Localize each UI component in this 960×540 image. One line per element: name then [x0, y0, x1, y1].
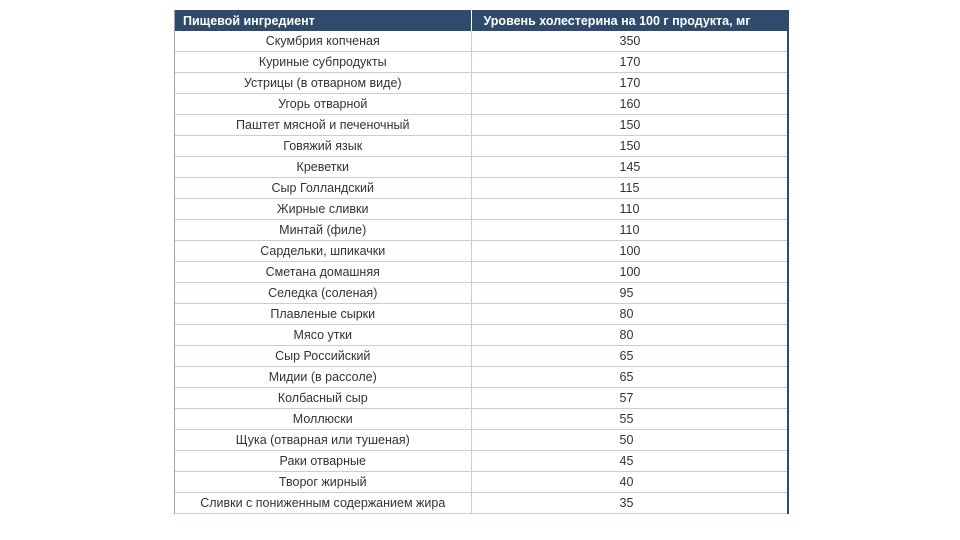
ingredient-cell: Плавленые сырки [175, 304, 471, 325]
cholesterol-cell: 100 [471, 262, 787, 283]
cholesterol-cell: 80 [471, 325, 787, 346]
cholesterol-cell: 170 [471, 73, 787, 94]
ingredient-cell: Мясо утки [175, 325, 471, 346]
ingredient-cell: Сливки с пониженным содержанием жира [175, 493, 471, 514]
table-row [175, 367, 787, 388]
cholesterol-cell: 65 [471, 367, 787, 388]
ingredient-cell: Мидии (в рассоле) [175, 367, 471, 388]
cholesterol-cell: 150 [471, 115, 787, 136]
ingredient-cell: Куриные субпродукты [175, 52, 471, 73]
table-row [175, 262, 787, 283]
table-row [175, 157, 787, 178]
cholesterol-cell: 115 [471, 178, 787, 199]
table-header-row [175, 10, 787, 31]
table-row [175, 472, 787, 493]
ingredient-cell: Скумбрия копченая [175, 31, 471, 52]
cholesterol-cell: 65 [471, 346, 787, 367]
table-row [175, 241, 787, 262]
ingredient-cell: Минтай (филе) [175, 220, 471, 241]
cholesterol-table [175, 10, 787, 514]
cholesterol-table-container [174, 10, 789, 514]
cholesterol-cell: 50 [471, 430, 787, 451]
ingredient-cell: Креветки [175, 157, 471, 178]
table-row [175, 220, 787, 241]
table-row [175, 493, 787, 514]
table-row [175, 325, 787, 346]
ingredient-cell: Моллюски [175, 409, 471, 430]
ingredient-cell: Паштет мясной и печеночный [175, 115, 471, 136]
cholesterol-cell: 57 [471, 388, 787, 409]
ingredient-cell: Угорь отварной [175, 94, 471, 115]
ingredient-cell: Сыр Голландский [175, 178, 471, 199]
ingredient-cell: Щука (отварная или тушеная) [175, 430, 471, 451]
table-row [175, 430, 787, 451]
ingredient-cell: Раки отварные [175, 451, 471, 472]
cholesterol-cell: 145 [471, 157, 787, 178]
cholesterol-cell: 110 [471, 220, 787, 241]
ingredient-cell: Говяжий язык [175, 136, 471, 157]
cholesterol-cell: 45 [471, 451, 787, 472]
cholesterol-cell: 35 [471, 493, 787, 514]
cholesterol-cell: 55 [471, 409, 787, 430]
ingredient-cell: Сметана домашняя [175, 262, 471, 283]
table-row [175, 283, 787, 304]
cholesterol-cell: 100 [471, 241, 787, 262]
table-row [175, 136, 787, 157]
ingredient-cell: Сардельки, шпикачки [175, 241, 471, 262]
header-cholesterol: Уровень холестерина на 100 г продукта, мг [471, 10, 787, 31]
cholesterol-cell: 170 [471, 52, 787, 73]
ingredient-cell: Устрицы (в отварном виде) [175, 73, 471, 94]
table-row [175, 73, 787, 94]
table-row [175, 31, 787, 52]
table-row [175, 451, 787, 472]
ingredient-cell: Творог жирный [175, 472, 471, 493]
ingredient-cell: Сыр Российский [175, 346, 471, 367]
table-row [175, 178, 787, 199]
cholesterol-cell: 150 [471, 136, 787, 157]
table-row [175, 346, 787, 367]
cholesterol-cell: 160 [471, 94, 787, 115]
table-row [175, 52, 787, 73]
table-row [175, 388, 787, 409]
header-ingredient: Пищевой ингредиент [175, 10, 471, 31]
table-row [175, 409, 787, 430]
ingredient-cell: Селедка (соленая) [175, 283, 471, 304]
table-row [175, 199, 787, 220]
cholesterol-cell: 95 [471, 283, 787, 304]
table-row [175, 304, 787, 325]
table-body [175, 31, 787, 514]
table-row [175, 115, 787, 136]
table-row [175, 94, 787, 115]
ingredient-cell: Колбасный сыр [175, 388, 471, 409]
cholesterol-cell: 80 [471, 304, 787, 325]
cholesterol-cell: 110 [471, 199, 787, 220]
cholesterol-cell: 350 [471, 31, 787, 52]
cholesterol-cell: 40 [471, 472, 787, 493]
ingredient-cell: Жирные сливки [175, 199, 471, 220]
